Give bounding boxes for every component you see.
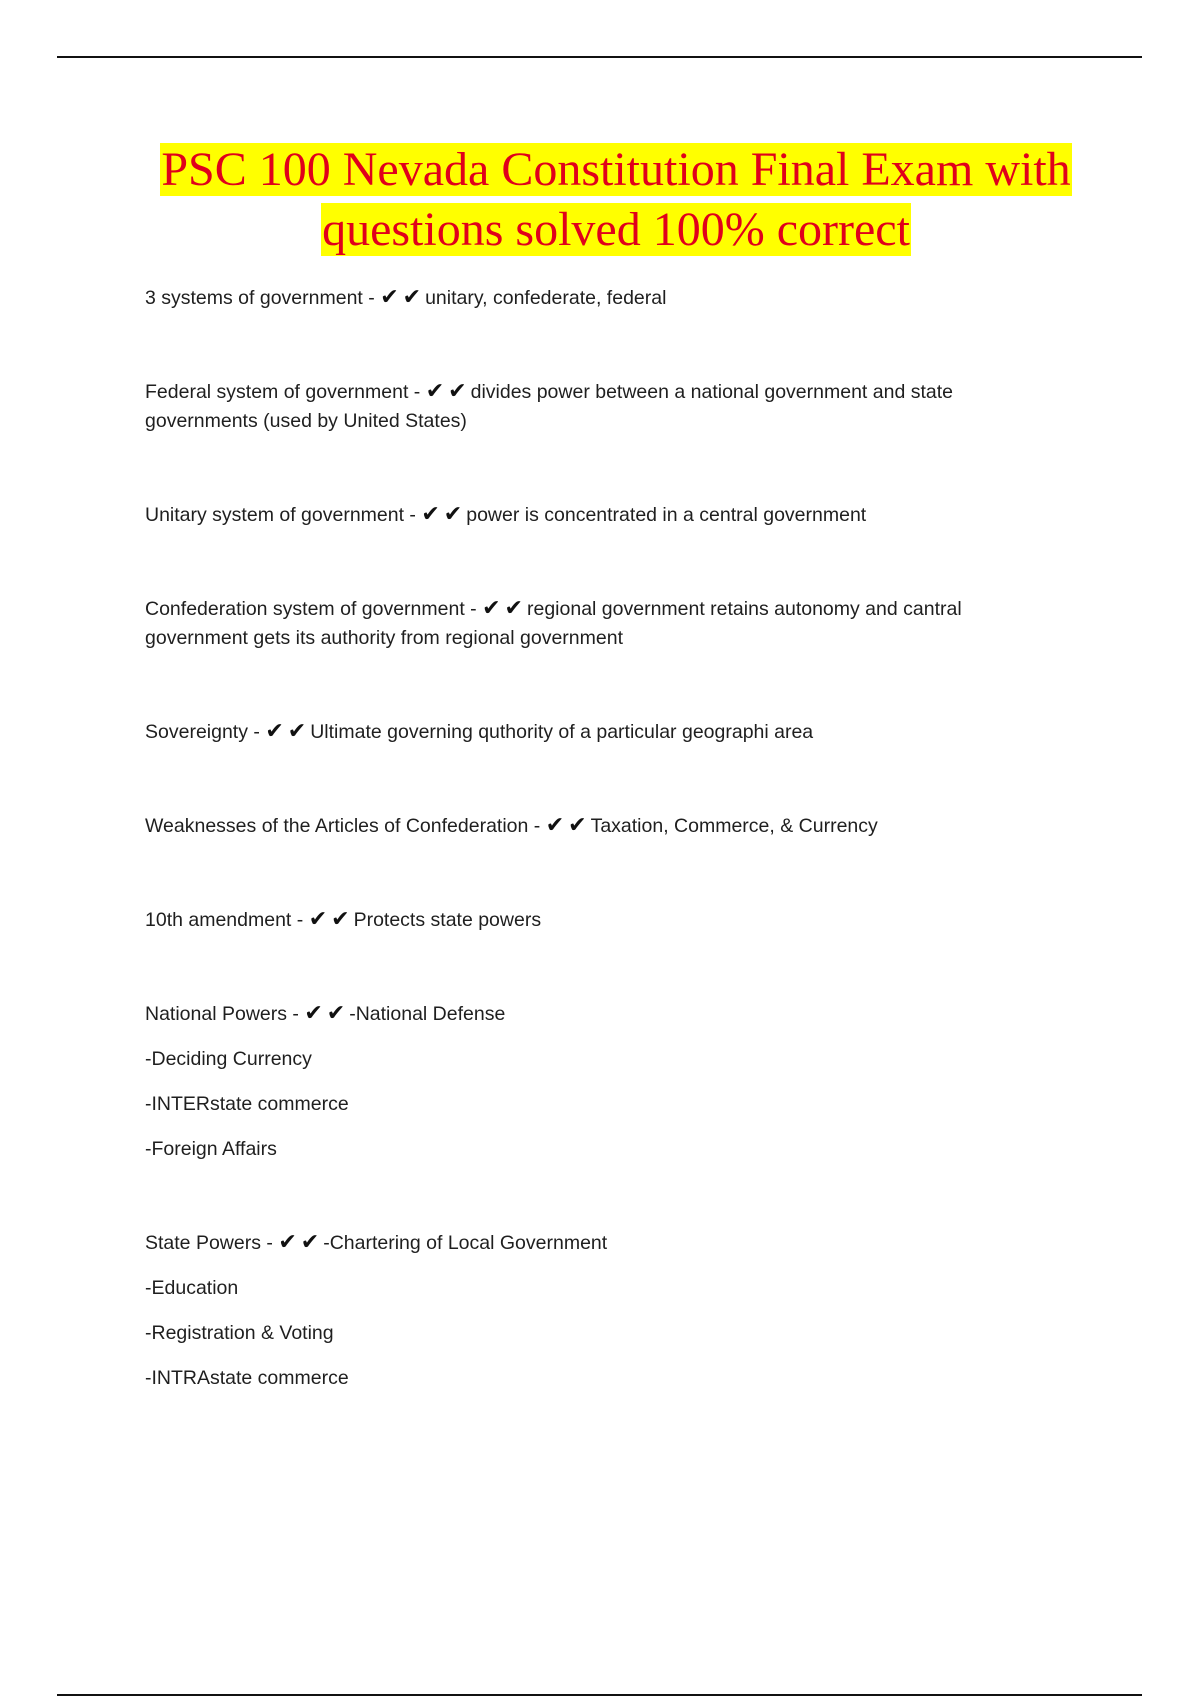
answer-list-item: -Education — [145, 1277, 239, 1299]
qa-main-line — [145, 815, 878, 837]
answer-text: -National Defense — [349, 1003, 506, 1025]
qa-entry — [145, 377, 1045, 436]
checkmark-icon: ✔ — [545, 813, 565, 838]
checkmark-icon: ✔ — [402, 285, 422, 310]
answer-text: power is concentrated in a central government — [466, 504, 867, 526]
title-line-1: PSC 100 Nevada Constitution Final Exam with — [161, 143, 1071, 196]
qa-main-line — [145, 1232, 607, 1254]
answer-text: Ultimate governing quthority of a particular geographi area — [310, 721, 814, 743]
checkmark-icon: ✔ — [265, 719, 284, 744]
separator: - — [362, 287, 381, 309]
answer-text: divides power between a national government and state governments (used by United States) — [145, 381, 953, 432]
qa-entry — [145, 905, 1045, 935]
qa-entry — [145, 717, 1045, 747]
checkmark-icon: ✔ — [482, 596, 501, 621]
qa-entry — [145, 1228, 1045, 1393]
term-text: Sovereignty — [145, 721, 248, 743]
answer-list-item: -Foreign Affairs — [145, 1138, 277, 1160]
answer-text: unitary, confederate, federal — [425, 287, 667, 309]
qa-entry — [145, 811, 1045, 841]
answer-text: Protects state powers — [353, 909, 542, 931]
separator: - — [404, 504, 422, 526]
checkmark-icon: ✔ — [380, 285, 399, 310]
checkmark-icon: ✔ — [421, 502, 440, 527]
qa-list — [145, 283, 1045, 1457]
top-rule — [57, 56, 1142, 58]
checkmark-icon: ✔ — [278, 1230, 297, 1255]
checkmark-icon: ✔ — [326, 1001, 346, 1026]
document-title — [0, 140, 1200, 260]
checkmark-icon: ✔ — [425, 379, 445, 404]
checkmark-icon: ✔ — [443, 502, 463, 527]
qa-entry — [145, 500, 1045, 530]
separator: - — [464, 598, 483, 620]
term-text: National Powers — [145, 1003, 287, 1025]
checkmark-icon: ✔ — [300, 1230, 320, 1255]
checkmark-icon: ✔ — [448, 379, 467, 404]
qa-main-line — [145, 381, 953, 432]
term-text: Weaknesses of the Articles of Confederation — [145, 815, 529, 837]
qa-main-line — [145, 287, 666, 309]
answer-list-item: -INTERstate commerce — [145, 1093, 349, 1115]
checkmark-icon: ✔ — [287, 719, 307, 744]
qa-main-line — [145, 721, 813, 743]
checkmark-icon: ✔ — [304, 1001, 323, 1026]
answer-list-item: -Deciding Currency — [145, 1048, 312, 1070]
checkmark-icon: ✔ — [308, 907, 328, 932]
separator: - — [408, 381, 426, 403]
checkmark-icon: ✔ — [504, 596, 523, 621]
answer-text: Taxation, Commerce, & Currency — [590, 815, 878, 837]
qa-main-line — [145, 598, 962, 649]
answer-list-item: -INTRAstate commerce — [145, 1367, 349, 1389]
separator: - — [286, 1003, 305, 1025]
separator: - — [260, 1232, 279, 1254]
separator: - — [528, 815, 546, 837]
checkmark-icon: ✔ — [568, 813, 587, 838]
term-text: Federal system of government — [145, 381, 409, 403]
term-text: Unitary system of government — [145, 504, 405, 526]
term-text: 10th amendment — [145, 909, 292, 931]
answer-text: regional government retains autonomy and cantral government gets its authority from regional government — [145, 598, 962, 649]
title-line-2: questions solved 100% correct — [322, 203, 910, 256]
separator: - — [291, 909, 309, 931]
answer-list-item: -Registration & Voting — [145, 1322, 334, 1344]
answer-text: -Chartering of Local Government — [323, 1232, 608, 1254]
checkmark-icon: ✔ — [331, 907, 350, 932]
qa-entry — [145, 594, 1045, 653]
qa-main-line — [145, 1003, 505, 1025]
term-text: Confederation system of government — [145, 598, 465, 620]
bottom-rule — [57, 1694, 1142, 1696]
qa-main-line — [145, 504, 866, 526]
separator: - — [247, 721, 266, 743]
qa-main-line — [145, 909, 541, 931]
qa-entry — [145, 999, 1045, 1164]
qa-entry — [145, 283, 1045, 313]
term-text: State Powers — [145, 1232, 261, 1254]
term-text: 3 systems of government — [145, 287, 363, 309]
